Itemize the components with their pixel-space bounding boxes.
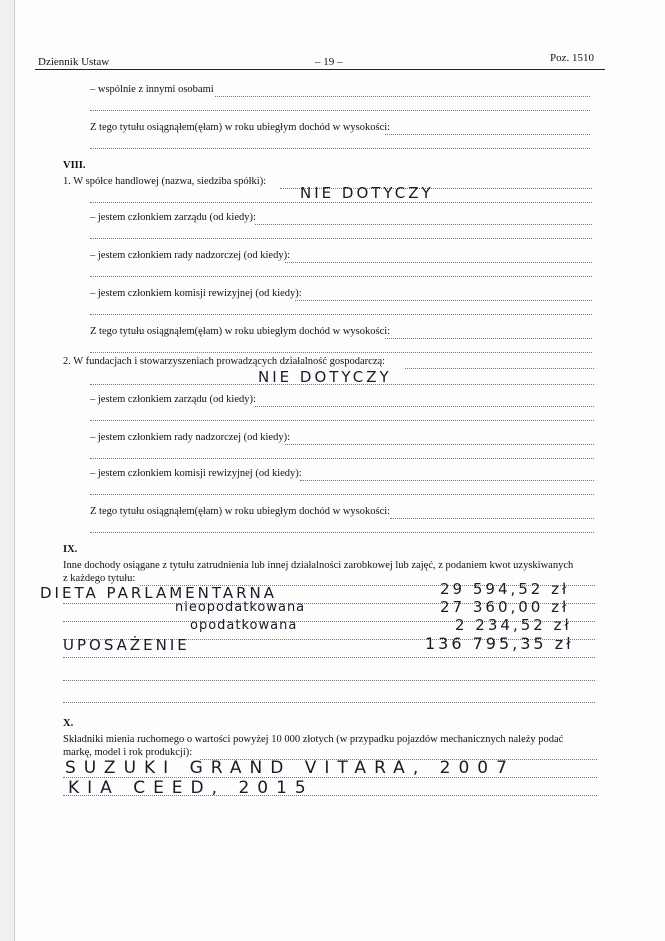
dotted-line: [90, 202, 592, 203]
field-label: markę, model i rok produkcji):: [63, 747, 193, 758]
dotted-line: [405, 368, 594, 369]
dotted-line: [90, 238, 592, 239]
dotted-line: [63, 795, 597, 796]
field-label: – jestem członkiem rady nadzorczej (od kiedy):: [90, 432, 291, 443]
income-amount: 27 360,00 zł: [440, 598, 570, 616]
field-label: Inne dochody osiągane z tytułu zatrudnienia lub innej działalności zarobkowej lub zajęć, z podaniem kwot uzyskiwanych: [63, 560, 574, 571]
section-title: IX.: [63, 544, 78, 555]
vehicle-entry: SUZUKI GRAND VITARA, 2007: [65, 758, 515, 778]
dotted-line: [63, 702, 595, 703]
dotted-line: [90, 148, 590, 149]
dotted-line: [63, 680, 595, 681]
header-rule: [35, 69, 605, 70]
dotted-line: [285, 444, 594, 445]
handwritten-answer: NIE DOTYCZY: [300, 184, 434, 202]
field-label: Z tego tytułu osiągnąłem(ęłam) w roku ubiegłym dochód w wysokości:: [90, 506, 391, 517]
field-label: z każdego tytułu:: [63, 573, 136, 584]
income-label: DIETA PARLAMENTARNA: [40, 584, 278, 602]
dotted-line: [295, 300, 592, 301]
dotted-line: [300, 480, 594, 481]
dotted-line: [90, 110, 590, 111]
income-amount: 2 234,52 zł: [455, 616, 572, 634]
section-title: X.: [63, 718, 74, 729]
dotted-line: [63, 657, 595, 658]
position-number: Poz. 1510: [550, 52, 594, 64]
page-number: – 19 –: [315, 56, 343, 68]
dotted-line: [90, 458, 594, 459]
dotted-line: [90, 352, 592, 353]
dotted-line: [90, 532, 594, 533]
section-title: VIII.: [63, 160, 86, 171]
dotted-line: [90, 384, 594, 385]
field-label: – jestem członkiem rady nadzorczej (od kiedy):: [90, 250, 291, 261]
income-label: UPOSAŻENIE: [63, 636, 190, 654]
journal-name: Dziennik Ustaw: [38, 56, 110, 68]
field-label: – wspólnie z innymi osobami: [90, 84, 214, 95]
field-label: 2. W fundacjach i stowarzyszeniach prowadzących działalność gospodarczą:: [63, 356, 386, 367]
dotted-line: [390, 518, 594, 519]
field-label: Z tego tytułu osiągnąłem(ęłam) w roku ubiegłym dochód w wysokości:: [90, 122, 391, 133]
dotted-line: [215, 96, 590, 97]
vehicle-entry: KIA CEED, 2015: [68, 778, 314, 798]
handwritten-answer: NIE DOTYCZY: [258, 368, 392, 386]
field-label: Z tego tytułu osiągnąłem(ęłam) w roku ubiegłym dochód w wysokości:: [90, 326, 391, 337]
dotted-line: [90, 314, 592, 315]
field-label: – jestem członkiem zarządu (od kiedy):: [90, 394, 256, 405]
dotted-line: [385, 134, 590, 135]
income-label: opodatkowana: [190, 618, 298, 633]
field-label: – jestem członkiem zarządu (od kiedy):: [90, 212, 256, 223]
field-label: – jestem członkiem komisji rewizyjnej (od kiedy):: [90, 288, 302, 299]
field-label: Składniki mienia ruchomego o wartości powyżej 10 000 złotych (w przypadku pojazdów mechanicznych należy podać: [63, 734, 564, 745]
income-amount: 29 594,52 zł: [440, 580, 570, 598]
field-label: – jestem członkiem komisji rewizyjnej (od kiedy):: [90, 468, 302, 479]
income-amount: 136 795,35 zł: [425, 634, 574, 653]
scan-edge: [0, 0, 15, 941]
field-label: 1. W spółce handlowej (nazwa, siedziba spółki):: [63, 176, 267, 187]
dotted-line: [385, 338, 592, 339]
income-label: nieopodatkowana: [175, 600, 306, 615]
dotted-line: [255, 224, 592, 225]
dotted-line: [285, 262, 592, 263]
dotted-line: [255, 406, 594, 407]
dotted-line: [90, 494, 594, 495]
dotted-line: [90, 420, 594, 421]
dotted-line: [90, 276, 592, 277]
